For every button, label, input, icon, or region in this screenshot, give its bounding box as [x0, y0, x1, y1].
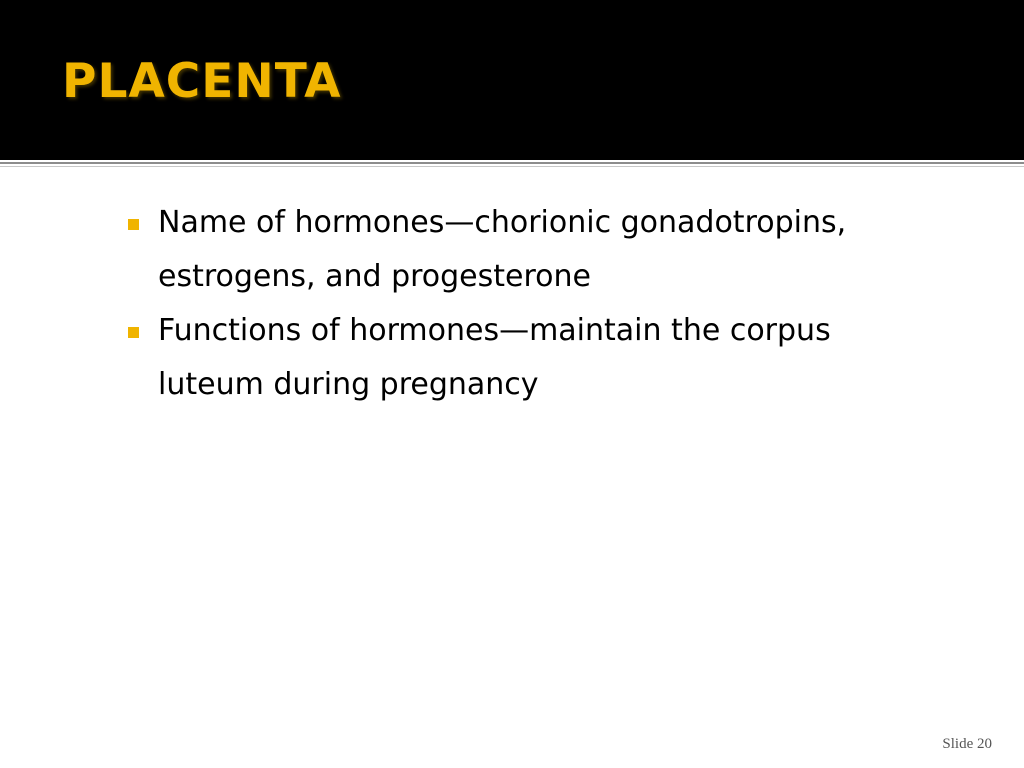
bullet-list [128, 196, 888, 412]
title-bar [0, 0, 1024, 160]
slide-title: PLACENTA [62, 54, 342, 109]
square-bullet-icon [128, 219, 139, 230]
title-divider-secondary [0, 166, 1024, 167]
title-divider [0, 162, 1024, 164]
slide-number: Slide 20 [942, 736, 992, 752]
bullet-item-hormone-functions [128, 304, 888, 412]
bullet-text: Functions of hormones—maintain the corpus luteum during pregnancy [158, 313, 831, 402]
square-bullet-icon [128, 327, 139, 338]
bullet-text: Name of hormones—chorionic gonadotropins, estrogens, and progesterone [158, 205, 847, 294]
bullet-item-hormone-names [128, 196, 888, 304]
